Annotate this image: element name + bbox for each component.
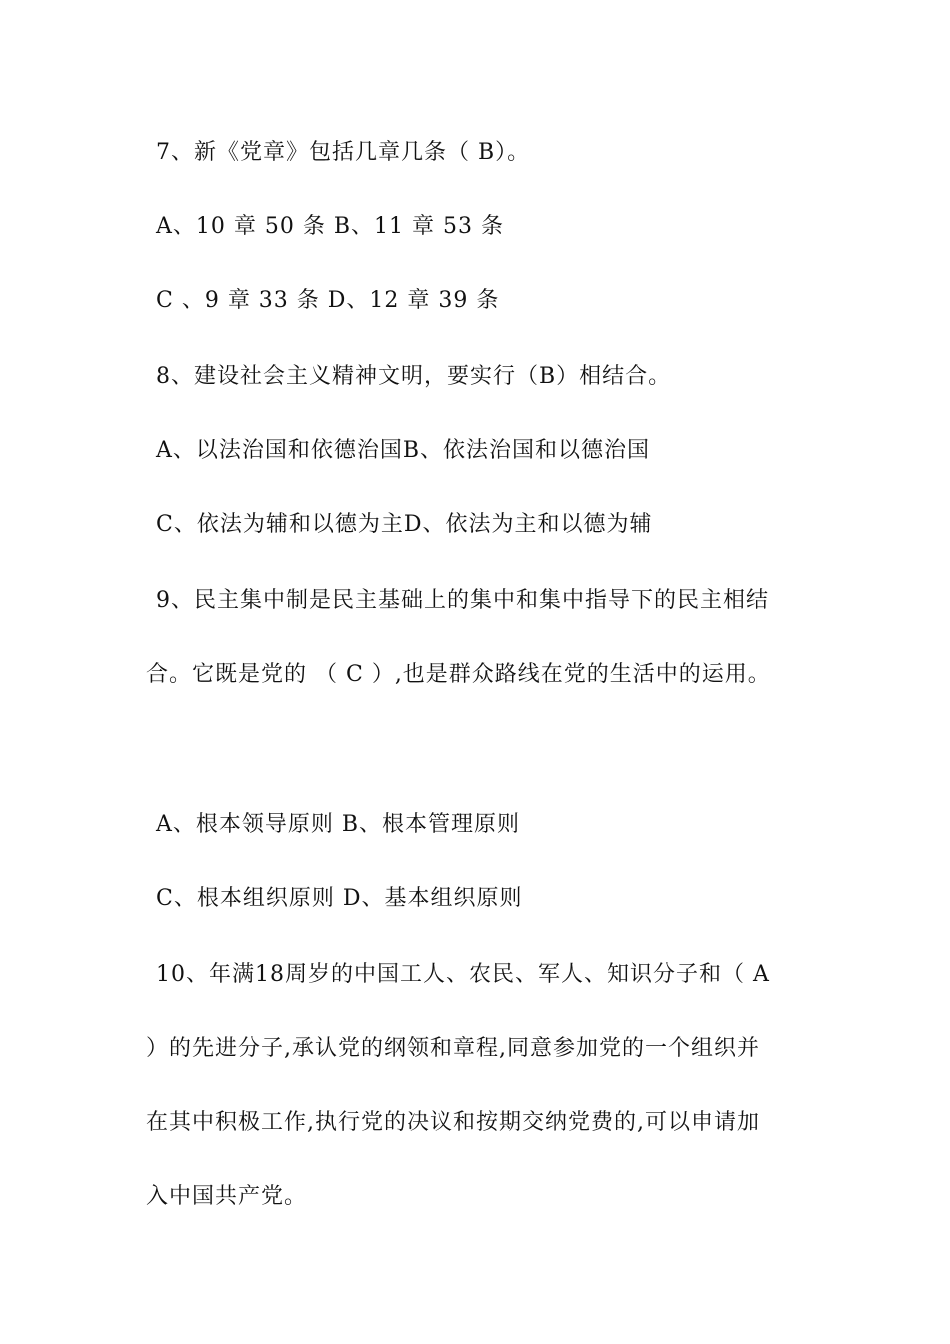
question-9-text-line-2: 合。它既是党的 （ C ）,也是群众路线在党的生活中的运用。: [146, 662, 771, 687]
question-10-text-line-4: 入中国共产党。: [146, 1184, 308, 1209]
question-10-text-line-3: 在其中积极工作,执行党的决议和按期交纳党费的,可以申请加: [146, 1110, 760, 1135]
question-9-options-ab: A、根本领导原则 B、根本管理原则: [156, 812, 521, 837]
question-9-text-line-1: 9、民主集中制是民主基础上的集中和集中指导下的民主相结: [156, 588, 769, 613]
question-7-options-ab: A、10 章 50 条 B、11 章 53 条: [156, 214, 504, 239]
question-10-text-line-1: 10、年满18周岁的中国工人、农民、军人、知识分子和（ A: [156, 962, 770, 987]
question-9-options-cd: C、根本组织原则 D、基本组织原则: [156, 886, 523, 911]
question-8-text: 8、建设社会主义精神文明，要实行（B）相结合。: [156, 364, 672, 389]
question-7-text: 7、新《党章》包括几章几条（ B）。: [156, 140, 531, 165]
question-8-options-ab: A、以法治国和依德治国B、依法治国和以德治国: [156, 438, 651, 463]
question-10-text-line-2: ）的先进分子,承认党的纲领和章程,同意参加党的一个组织并: [146, 1036, 760, 1061]
question-8-options-cd: C、依法为辅和以德为主D、依法为主和以德为辅: [156, 512, 653, 537]
question-7-options-cd: C 、9 章 33 条 D、12 章 39 条: [156, 288, 500, 313]
